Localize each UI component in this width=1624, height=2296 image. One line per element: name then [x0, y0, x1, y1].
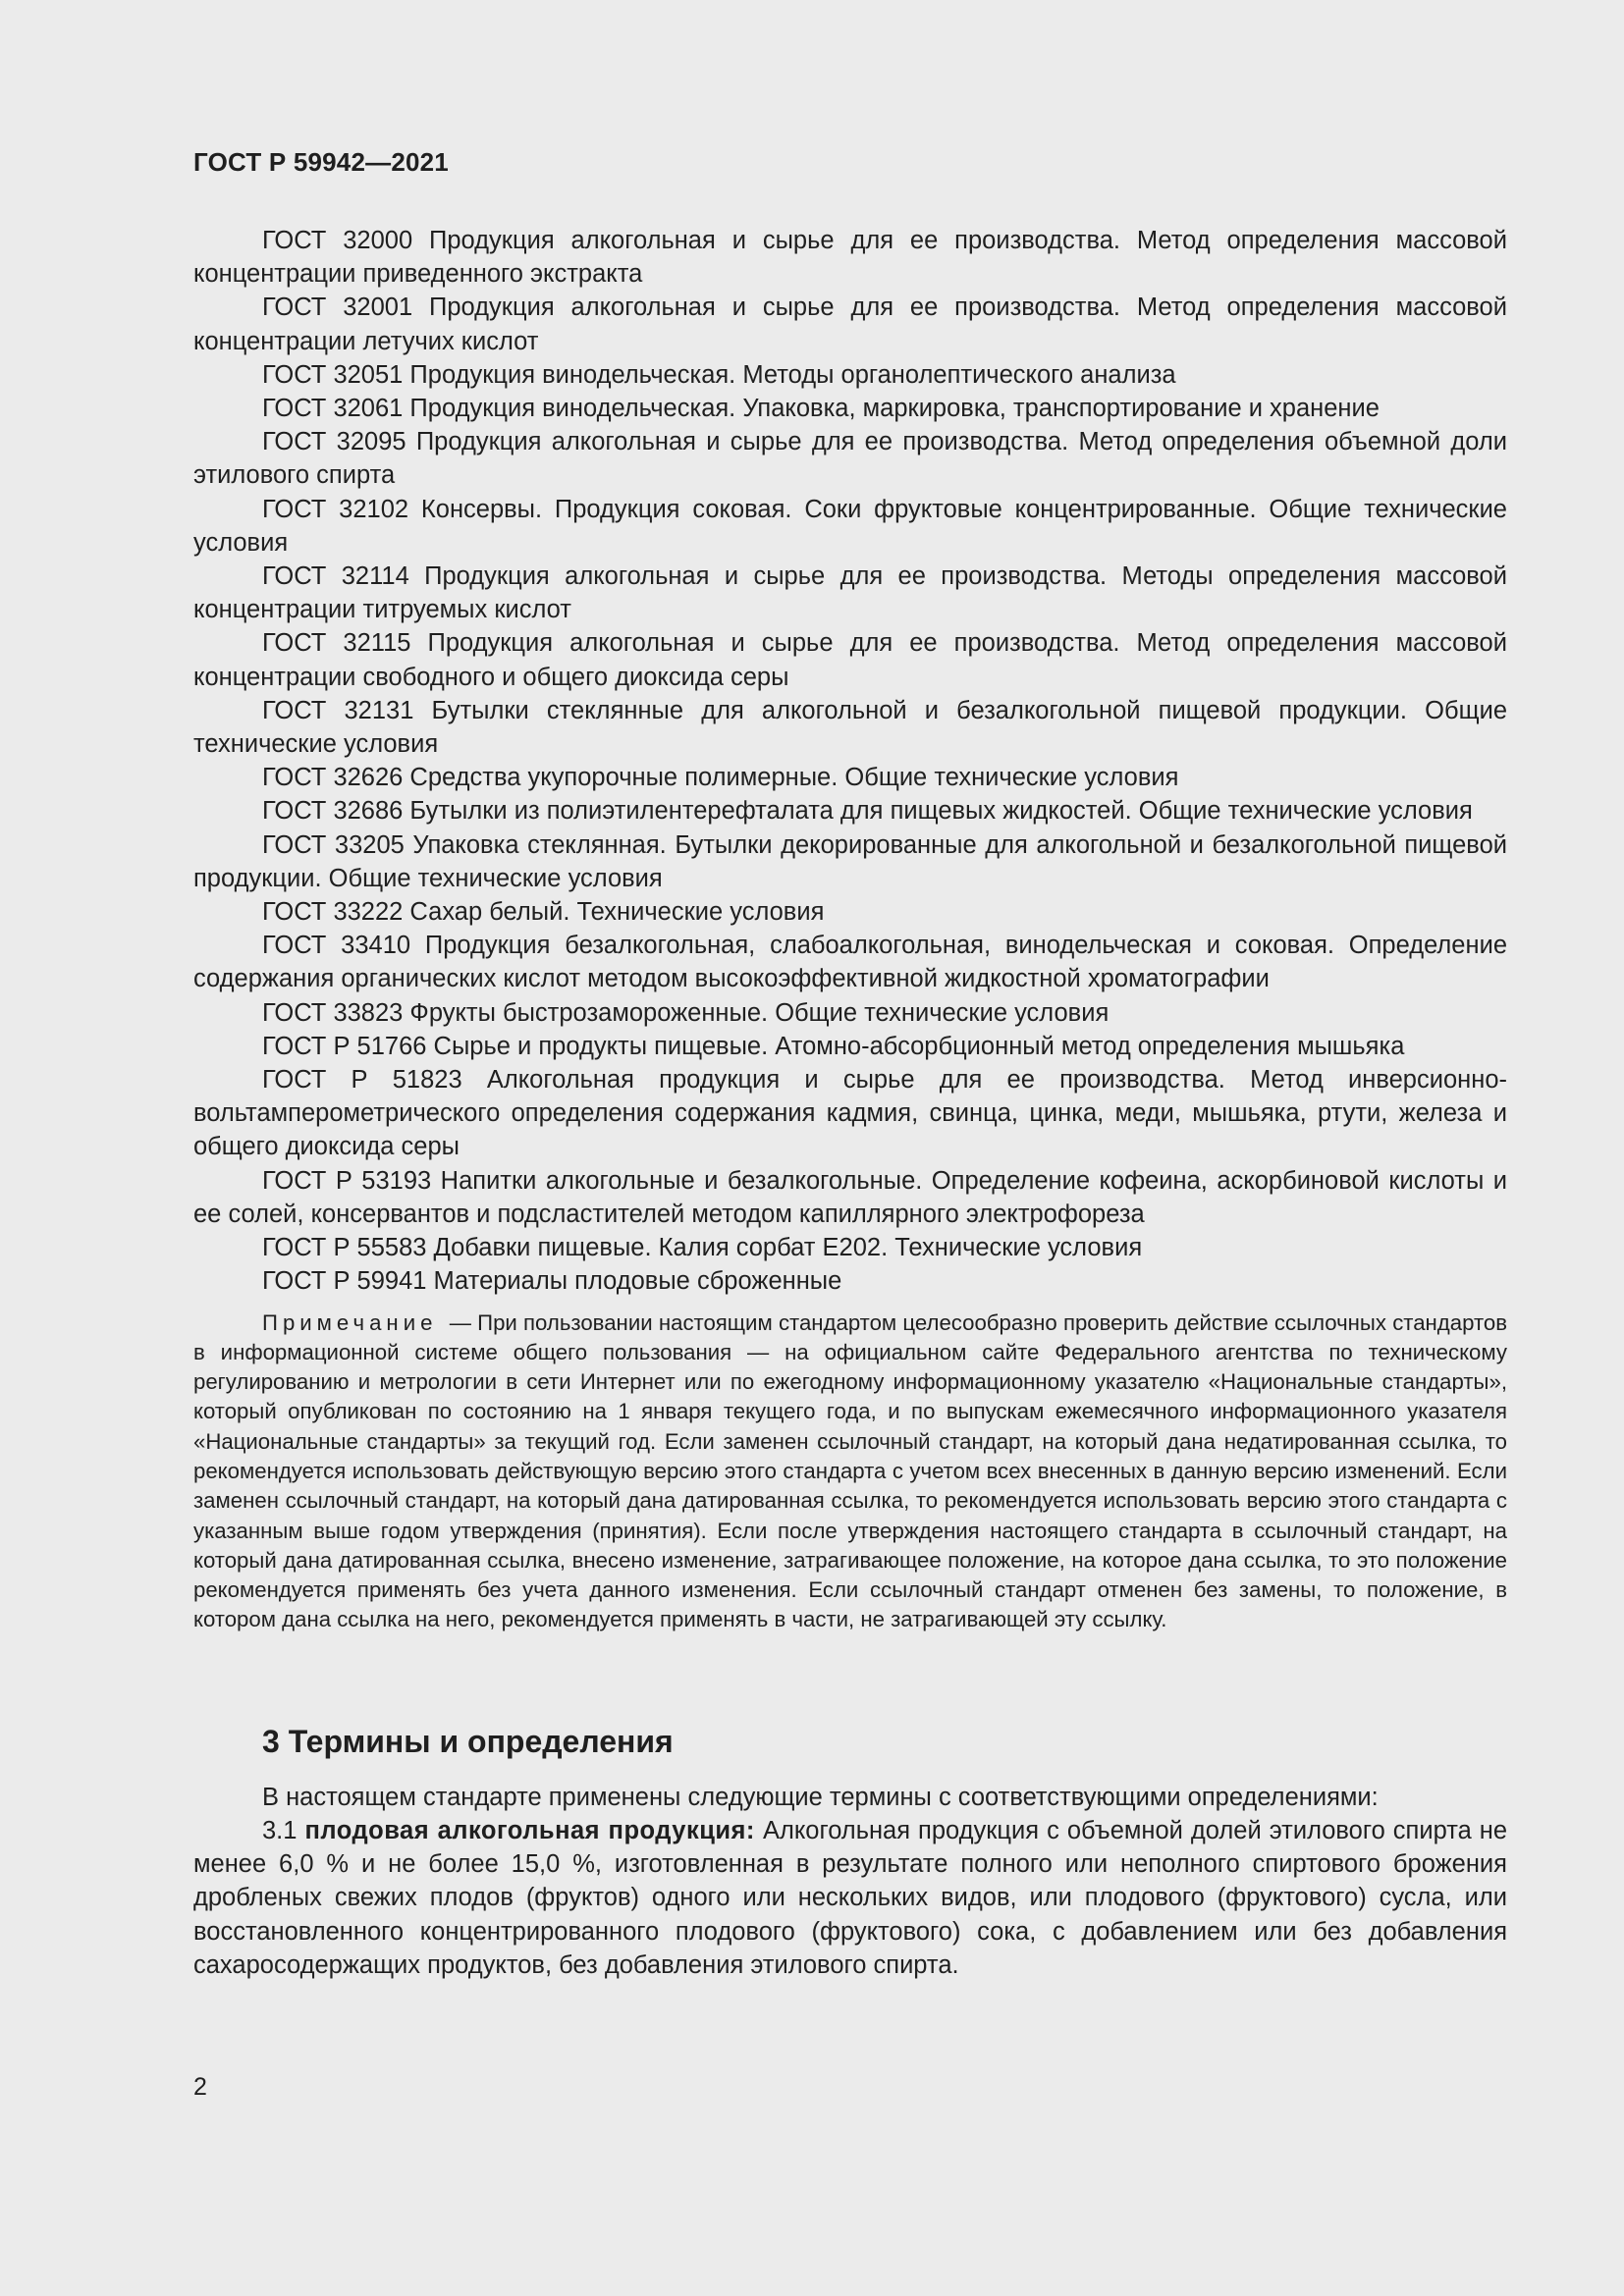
document-code-header: ГОСТ Р 59942—2021	[193, 147, 449, 177]
reference-item: ГОСТ Р 51766 Сырье и продукты пищевые. Атомно-абсорбционный метод определения мышьяка	[262, 1032, 1405, 1060]
reference-item: ГОСТ 32131 Бутылки стеклянные для алкогольной и безалкогольной пищевой продукции. Общие технические условия	[193, 696, 1507, 759]
section-title: 3 Термины и определения	[262, 1723, 674, 1759]
term-name: плодовая алкогольная продукция:	[304, 1816, 755, 1844]
references-note	[193, 1308, 1507, 1635]
term-number: 3.1	[262, 1816, 298, 1844]
note-label: Примечание	[262, 1309, 438, 1335]
reference-item: ГОСТ 33222 Сахар белый. Технические условия	[262, 898, 825, 927]
reference-item: ГОСТ Р 53193 Напитки алкогольные и безалкогольные. Определение кофеина, аскорбиновой кислоты и ее солей, консервантов и подсластителей методом капиллярного электрофореза	[193, 1166, 1507, 1228]
reference-item: ГОСТ Р 59941 Материалы плодовые сброженные	[262, 1267, 842, 1296]
note-text: — При пользовании настоящим стандартом целесообразно проверить действие ссылочных стандартов в информационной системе общего пользования — на официальном сайте Федерального агентства по техническому регулированию и метрологии в сети Интернет или по ежегодному информационному указателю «Национальные стандарты», который опубликован по состоянию на 1 января текущего года, и по выпускам ежемесячного информационного указателя «Национальные стандарты» за текущий год. Если заменен ссылочный стандарт, на который дана недатированная ссылка, то рекомендуется использовать действующую версию этого стандарта с учетом всех внесенных в данную версию изменений. Если заменен ссылочный стандарт, на который дана датированная ссылка, то рекомендуется использовать версию этого стандарта с указанным выше годом утверждения (принятия). Если после утверждения настоящего стандарта в ссылочный стандарт, на который дана датированная ссылка, внесено изменение, затрагивающее положение, на которое дана ссылка, то это положение рекомендуется применять без учета данного изменения. Если ссылочный стандарт отменен без замены, то положение, в котором дана ссылка на него, рекомендуется применять в части, не затрагивающей эту ссылку.	[193, 1309, 1507, 1632]
term-definition-paragraph	[193, 1814, 1507, 1982]
page-number: 2	[193, 2073, 207, 2101]
reference-item: ГОСТ 33823 Фрукты быстрозамороженные. Общие технические условия	[262, 998, 1110, 1027]
reference-item: ГОСТ 32051 Продукция винодельческая. Методы органолептического анализа	[262, 360, 1176, 389]
reference-item: ГОСТ 32114 Продукция алкогольная и сырье для ее производства. Методы определения массовой концентрации титруемых кислот	[193, 562, 1507, 624]
reference-item: ГОСТ 32686 Бутылки из полиэтилентерефталата для пищевых жидкостей. Общие технические условия	[262, 797, 1473, 826]
reference-item: ГОСТ 32095 Продукция алкогольная и сырье для ее производства. Метод определения объемной доли этилового спирта	[193, 428, 1507, 490]
reference-item: ГОСТ 32000 Продукция алкогольная и сырье для ее производства. Метод определения массовой концентрации приведенного экстракта	[193, 227, 1507, 289]
reference-item: ГОСТ 33410 Продукция безалкогольная, слабоалкогольная, винодельческая и соковая. Определение содержания органических кислот методом высокоэффективной жидкостной хроматографии	[193, 932, 1507, 993]
reference-item: ГОСТ Р 51823 Алкогольная продукция и сырье для ее производства. Метод инверсионно-вольтамперометрического определения содержания кадмия, свинца, цинка, меди, мышьяка, ртути, железа и общего диоксида серы	[193, 1066, 1507, 1161]
term-definition: Алкогольная продукция с объемной долей этилового спирта не менее 6,0 % и не более 15,0 %, изготовленная в результате полного или неполного спиртового брожения дробленых свежих плодов (фруктов) одного или нескольких видов, или плодового (фруктового) сусла, или восстановленного концентрированного плодового (фруктового) сока, с добавлением или без добавления сахаросодержащих продуктов, без добавления этилового спирта.	[193, 1816, 1508, 1979]
normative-references-list	[193, 224, 1507, 1299]
section-intro: В настоящем стандарте применены следующие термины с соответствующими определениями:	[262, 1783, 1379, 1811]
reference-item: ГОСТ Р 55583 Добавки пищевые. Калия сорбат Е202. Технические условия	[262, 1234, 1143, 1262]
reference-item: ГОСТ 32102 Консервы. Продукция соковая. Соки фруктовые концентрированные. Общие технические условия	[193, 495, 1507, 557]
reference-item: ГОСТ 33205 Упаковка стеклянная. Бутылки декорированные для алкогольной и безалкогольной пищевой продукции. Общие технические условия	[193, 830, 1507, 892]
page-content	[193, 224, 1507, 1982]
reference-item: ГОСТ 32115 Продукция алкогольная и сырье для ее производства. Метод определения массовой концентрации свободного и общего диоксида серы	[193, 629, 1507, 691]
reference-item: ГОСТ 32001 Продукция алкогольная и сырье для ее производства. Метод определения массовой концентрации летучих кислот	[193, 294, 1507, 355]
reference-item: ГОСТ 32626 Средства укупорочные полимерные. Общие технические условия	[262, 764, 1179, 792]
reference-item: ГОСТ 32061 Продукция винодельческая. Упаковка, маркировка, транспортирование и хранение	[262, 395, 1380, 423]
